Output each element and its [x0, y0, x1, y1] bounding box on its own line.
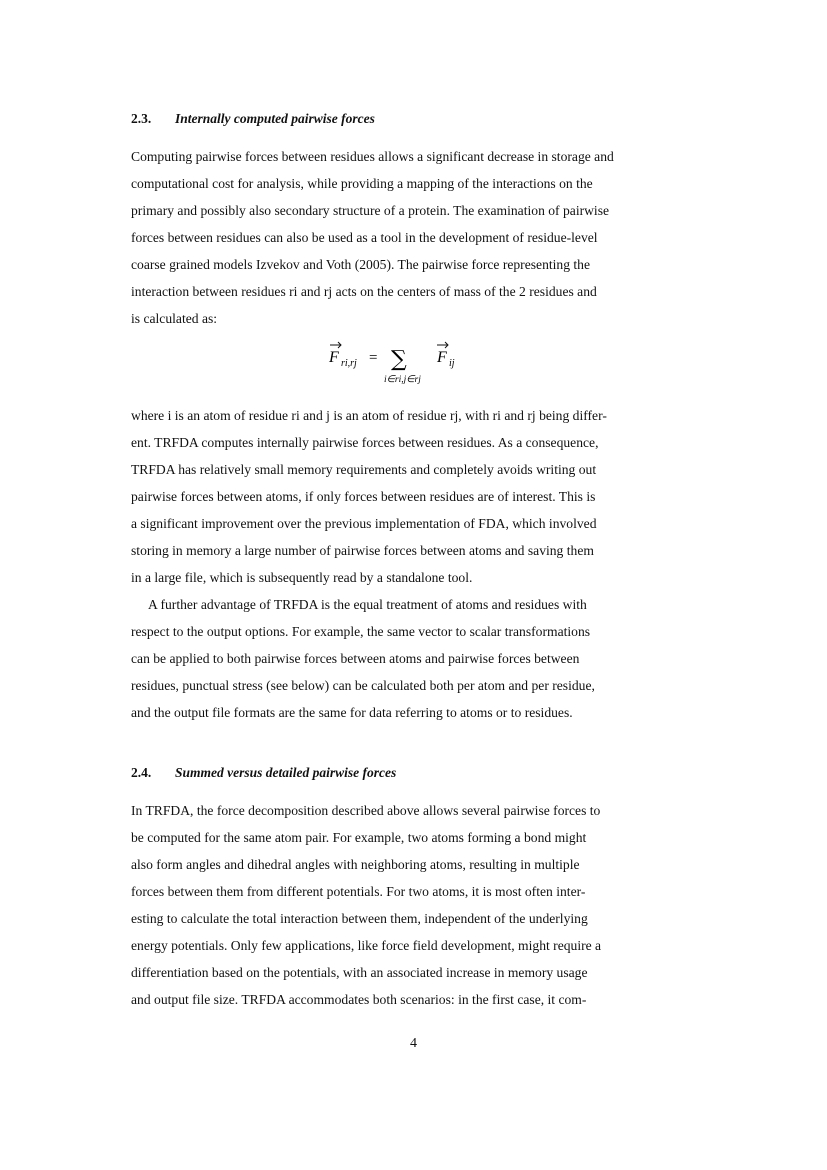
rhs-subscript: ij	[449, 358, 455, 369]
text-line: is calculated as:	[131, 311, 218, 326]
rhs-vector-arrow	[437, 342, 448, 348]
section-number: 2.3.	[131, 111, 152, 126]
text-line: interaction between residues ri and rj acts on the centers of mass of the 2 residues and	[131, 284, 597, 299]
text-line: TRFDA has relatively small memory requirements and completely avoids writing out	[131, 462, 597, 477]
text-line: forces between them from different potentials. For two atoms, it is most often inter-	[131, 884, 586, 899]
paragraph-2-3-3	[131, 591, 696, 726]
text-line: can be applied to both pairwise forces between atoms and pairwise forces between	[131, 651, 580, 666]
text-line: primary and possibly also secondary structure of a protein. The examination of pairwise	[131, 203, 610, 218]
text-line: In TRFDA, the force decomposition described above allows several pairwise forces to	[131, 803, 601, 818]
text-line: and output file size. TRFDA accommodates both scenarios: in the first case, it com-	[131, 992, 587, 1007]
text-line: A further advantage of TRFDA is the equal treatment of atoms and residues with	[148, 597, 587, 612]
paragraph-2-3-2	[131, 402, 696, 591]
text-line: also form angles and dihedral angles with neighboring atoms, resulting in multiple	[131, 857, 580, 872]
text-line: ent. TRFDA computes internally pairwise forces between residues. As a consequence,	[131, 435, 599, 450]
section-title: Summed versus detailed pairwise forces	[175, 765, 397, 780]
text-line: respect to the output options. For example, the same vector to scalar transformations	[131, 624, 591, 639]
text-line: where i is an atom of residue ri and j is an atom of residue rj, with ri and rj being differ-	[131, 408, 607, 423]
text-line: a significant improvement over the previous implementation of FDA, which involved	[131, 516, 597, 531]
text-line: storing in memory a large number of pairwise forces between atoms and saving them	[131, 543, 594, 558]
sum-symbol: ∑	[391, 347, 407, 372]
text-line: computational cost for analysis, while providing a mapping of the interactions on the	[131, 176, 593, 191]
page-number: 4	[410, 1036, 417, 1051]
text-line: and the output file formats are the same for data referring to atoms or to residues.	[131, 705, 573, 720]
equation-svg	[321, 338, 481, 398]
text-line: be computed for the same atom pair. For example, two atoms forming a bond might	[131, 830, 587, 845]
sum-limits: i∈ri,j∈rj	[384, 375, 421, 385]
text-line: in a large file, which is subsequently read by a standalone tool.	[131, 570, 473, 585]
text-line: esting to calculate the total interaction between them, independent of the underlying	[131, 911, 588, 926]
section-heading-2-4	[131, 762, 696, 784]
text-line: forces between residues can also be used as a tool in the development of residue-level	[131, 230, 598, 245]
text-line: energy potentials. Only few applications, like force field development, might require a	[131, 938, 602, 953]
paragraph-2-3-1	[131, 143, 696, 332]
paragraph-2-4-1	[131, 797, 696, 1013]
lhs-vector-arrow	[330, 342, 341, 348]
lhs-subscript: ri,rj	[341, 358, 357, 369]
text-line: differentiation based on the potentials, with an associated increase in memory usage	[131, 965, 588, 980]
page-body	[131, 108, 696, 1013]
pairwise-force-equation	[131, 332, 696, 402]
lhs-symbol: F	[329, 349, 339, 366]
section-number: 2.4.	[131, 765, 152, 780]
text-line: residues, punctual stress (see below) can be calculated both per atom and per residue,	[131, 678, 595, 693]
text-line: pairwise forces between atoms, if only forces between residues are of interest. This is	[131, 489, 596, 504]
section-heading-2-3	[131, 108, 696, 130]
text-line: Computing pairwise forces between residues allows a significant decrease in storage and	[131, 149, 614, 164]
text-line: coarse grained models Izvekov and Voth (2005). The pairwise force representing the	[131, 257, 591, 272]
section-title: Internally computed pairwise forces	[175, 111, 375, 126]
rhs-symbol: F	[437, 349, 447, 366]
equals-sign: =	[369, 350, 378, 366]
